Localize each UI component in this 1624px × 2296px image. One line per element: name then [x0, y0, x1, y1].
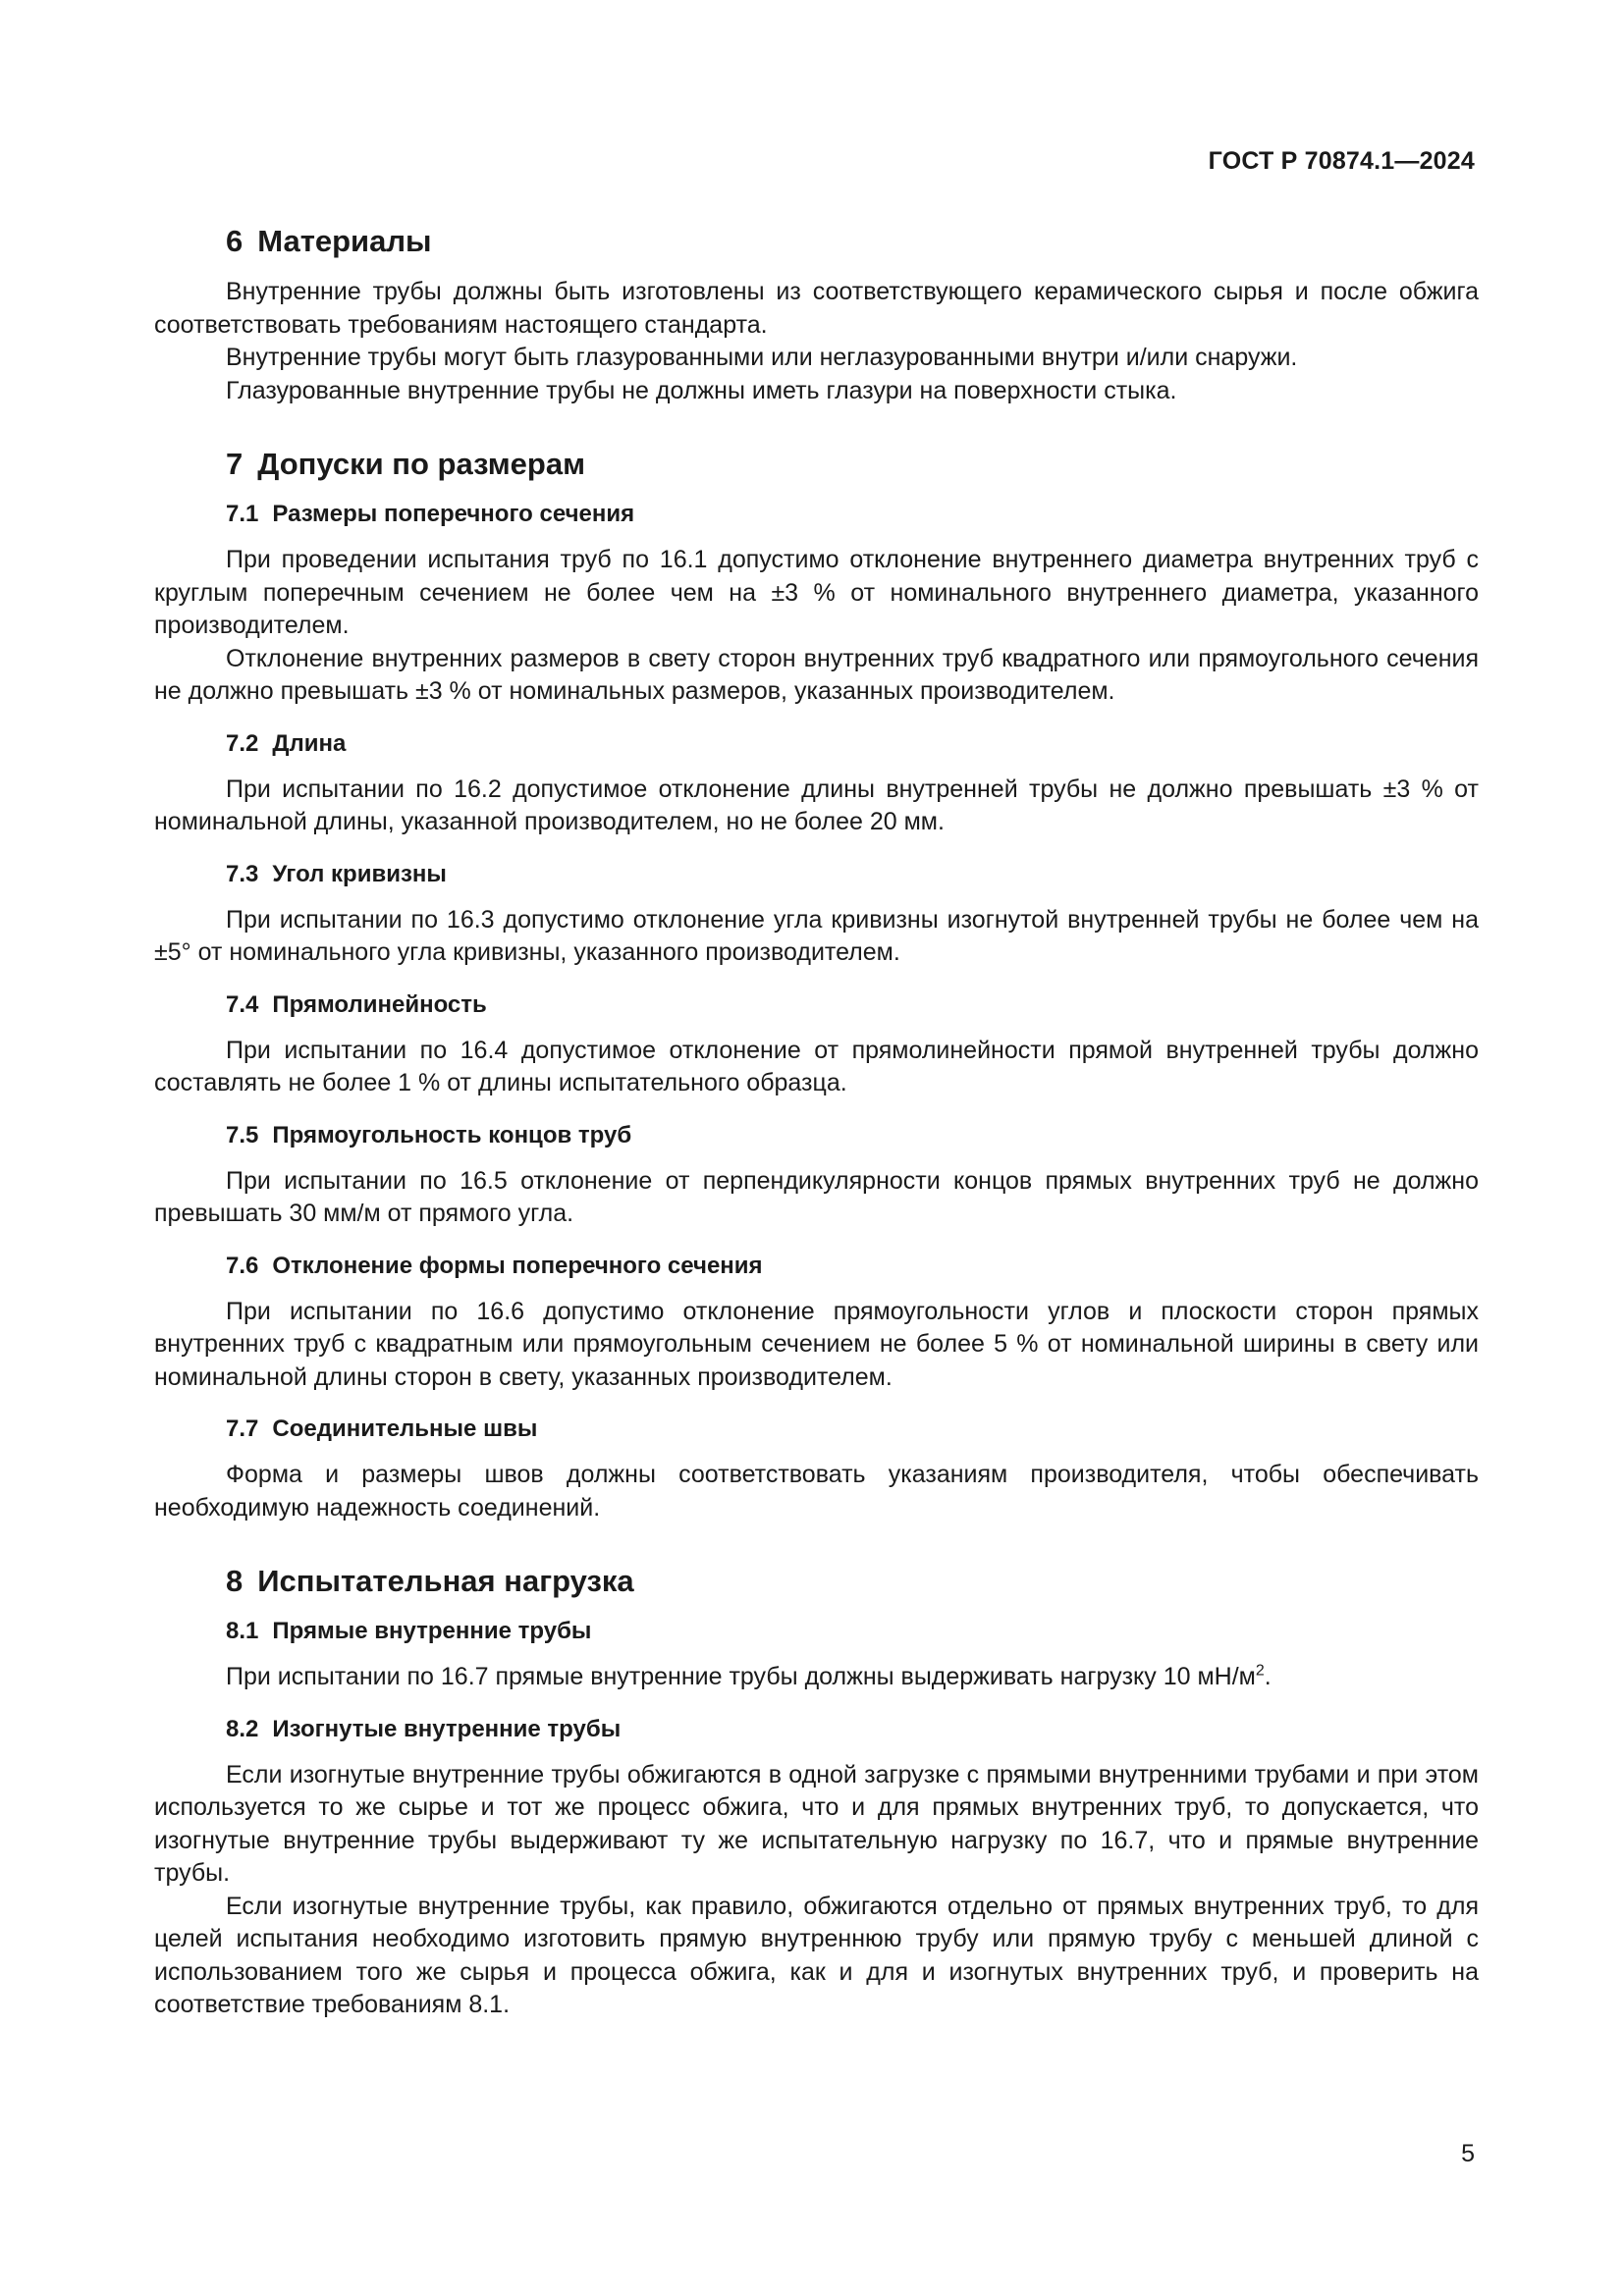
section-heading-8	[154, 1562, 1479, 1601]
section-number: 8	[226, 1564, 244, 1598]
section-number: 6	[226, 224, 244, 258]
subsection-number: 7.2	[226, 729, 259, 757]
subsection-title: Размеры поперечного сечения	[272, 501, 635, 527]
subsection-heading-7-2	[154, 728, 1479, 760]
paragraph: Внутренние трубы могут быть глазурованными или неглазурованными внутри и/или снаружи.	[226, 344, 1298, 371]
subsection-heading-8-2	[154, 1714, 1479, 1745]
subsection-number: 7.6	[226, 1252, 259, 1279]
subsection-heading-7-6	[154, 1251, 1479, 1282]
subsection-title: Изогнутые внутренние трубы	[272, 1715, 622, 1742]
subsection-heading-7-4	[154, 989, 1479, 1021]
paragraph-load	[154, 1661, 1479, 1694]
paragraph: При испытании по 16.6 допустимо отклонение прямоугольности углов и плоскости сторон прямых внутренних труб с квадратным или прямоугольным сечением не более 5 % от номинальной ширины в свету или номинальной длины сторон в свету, указанных производителем.	[154, 1297, 1479, 1391]
subsection-number: 7.3	[226, 860, 259, 887]
paragraph: Если изогнутые внутренние трубы обжигаются в одной загрузке с прямыми внутренними трубами и при этом используется то же сырье и тот же процесс обжига, что и для прямых внутренних труб, то допускается, что изогнутые внутренние трубы выдерживают ту же испытательную нагрузку по 16.7, что и прямые внутренние трубы.	[154, 1760, 1479, 1887]
paragraph: Если изогнутые внутренние трубы, как правило, обжигаются отдельно от прямых внутренних труб, то для целей испытания необходимо изготовить прямую внутреннюю трубу или прямую трубу с меньшей длиной с использованием того же сырья и процесса обжига, как и для и изогнутых внутренних труб, и проверить на соответствие требованиям 8.1.	[154, 1892, 1479, 2018]
subsection-heading-8-1	[154, 1616, 1479, 1647]
load-text-end: .	[1264, 1663, 1272, 1690]
section-title: Материалы	[257, 224, 432, 258]
subsection-number: 8.2	[226, 1715, 259, 1742]
subsection-number: 7.4	[226, 990, 259, 1018]
paragraph: При испытании по 16.2 допустимое отклонение длины внутренней трубы не должно превышать ±3 % от номинальной длины, указанной производителем, но не более 20 мм.	[154, 774, 1479, 835]
load-text: При испытании по 16.7 прямые внутренние трубы должны выдерживать нагрузку 10 мН/м	[226, 1663, 1256, 1690]
subsection-title: Длина	[272, 729, 347, 757]
paragraph: При проведении испытания труб по 16.1 допустимо отклонение внутреннего диаметра внутренних труб с круглым поперечным сечением не более чем на ±3 % от номинального внутреннего диаметра, указанного производителем.	[154, 546, 1479, 639]
paragraph: При испытании по 16.5 отклонение от перпендикулярности концов прямых внутренних труб не должно превышать 30 мм/м от прямого угла.	[154, 1166, 1479, 1227]
paragraph: При испытании по 16.3 допустимо отклонение угла кривизны изогнутой внутренней трубы не более чем на ±5° от номинального угла кривизны, указанного производителем.	[154, 905, 1479, 966]
subsection-title: Угол кривизны	[272, 860, 447, 887]
section-title: Испытательная нагрузка	[257, 1564, 634, 1598]
subsection-number: 7.1	[226, 501, 259, 527]
subsection-heading-7-7	[154, 1414, 1479, 1445]
paragraph: При испытании по 16.4 допустимое отклонение от прямолинейности прямой внутренней трубы должно составлять не более 1 % от длины испытательного образца.	[154, 1036, 1479, 1096]
section-number: 7	[226, 447, 244, 481]
page-number: 5	[1461, 2140, 1475, 2167]
paragraph: Форма и размеры швов должны соответствовать указаниям производителя, чтобы обеспечивать необходимую надежность соединений.	[154, 1461, 1479, 1522]
paragraph: Внутренние трубы должны быть изготовлены из соответствующего керамического сырья и после обжига соответствовать требованиям настоящего стандарта.	[154, 278, 1479, 339]
section-heading-7	[154, 445, 1479, 484]
section-heading-6	[154, 222, 1479, 261]
subsection-title: Соединительные швы	[272, 1415, 538, 1442]
subsection-heading-7-3	[154, 859, 1479, 890]
document-code: ГОСТ Р 70874.1—2024	[1208, 147, 1475, 175]
subsection-number: 7.5	[226, 1121, 259, 1148]
subsection-heading-7-5	[154, 1120, 1479, 1151]
document-body	[154, 222, 1479, 2022]
subsection-number: 7.7	[226, 1415, 259, 1442]
subsection-title: Прямые внутренние трубы	[272, 1618, 592, 1644]
subsection-title: Отклонение формы поперечного сечения	[272, 1252, 763, 1279]
subsection-heading-7-1	[154, 499, 1479, 530]
load-unit-superscript: 2	[1255, 1662, 1265, 1680]
paragraph: Отклонение внутренних размеров в свету сторон внутренних труб квадратного или прямоугольного сечения не должно превышать ±3 % от номинальных размеров, указанных производителем.	[154, 644, 1479, 705]
subsection-title: Прямоугольность концов труб	[272, 1121, 632, 1148]
section-title: Допуски по размерам	[257, 447, 586, 481]
subsection-title: Прямолинейность	[272, 990, 487, 1018]
paragraph: Глазурованные внутренние трубы не должны иметь глазури на поверхности стыка.	[226, 376, 1177, 404]
subsection-number: 8.1	[226, 1618, 259, 1644]
